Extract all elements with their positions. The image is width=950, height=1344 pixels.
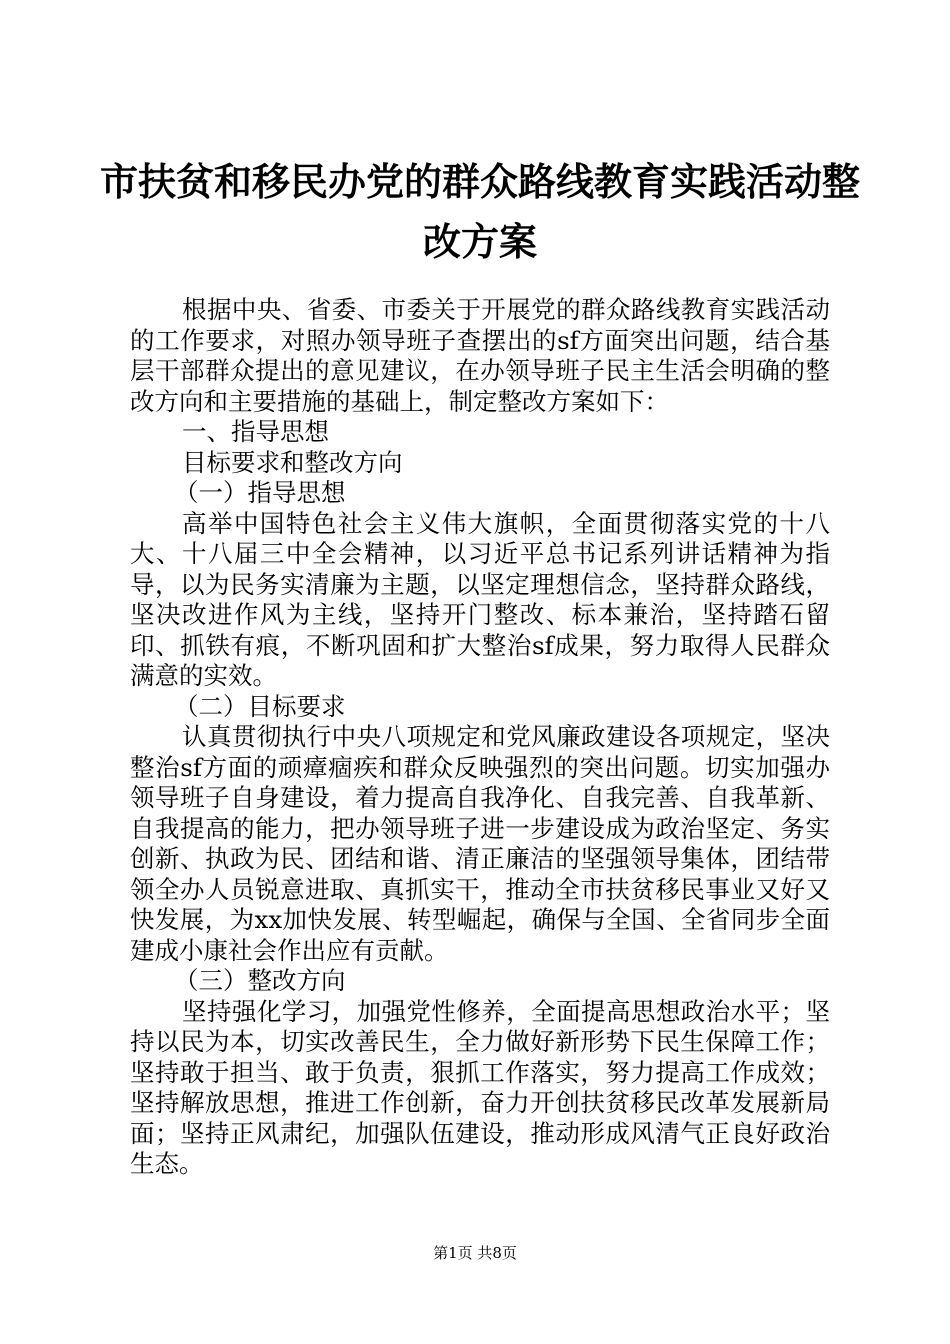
subsection-paragraph-1: 高举中国特色社会主义伟大旗帜，全面贯彻落实党的十八大、十八届三中全会精神，以习近平总书记系列讲话精神为指导，以为民务实清廉为主题，以坚定理想信念，坚持群众路线，坚决改进作风为主线，坚持开门整改、标本兼治，坚持踏石留印、抓铁有痕，不断巩固和扩大整治sf成果，努力取得人民群众满意的实效。	[130, 508, 830, 690]
section-heading-guiding-ideology: 一、指导思想	[182, 417, 329, 446]
subsection-heading-3: （三）整改方向	[174, 966, 346, 995]
subsection-paragraph-2: 认真贯彻执行中央八项规定和党风廉政建设各项规定，坚决整治sf方面的顽瘴痼疾和群众反映强烈的突出问题。切实加强办领导班子自身建设，着力提高自我净化、自我完善、自我革新、自我提高的能力，把办领导班子进一步建设成为政治坚定、务实创新、执政为民、团结和谐、清正廉洁的坚强领导集体，团结带领全办人员锐意进取、真抓实干，推动全市扶贫移民事业又好又快发展，为xx加快发展、转型崛起，确保与全国、全省同步全面建成小康社会作出应有贡献。	[130, 722, 830, 965]
subsection-heading-2: （二）目标要求	[174, 691, 346, 721]
page-number-footer: 第1页 共8页	[433, 1244, 517, 1262]
subsection-heading-1: （一）指导思想	[174, 478, 346, 507]
document-body	[130, 295, 830, 1180]
subsection-paragraph-3: 坚持强化学习，加强党性修养，全面提高思想政治水平；坚持以民为本，切实改善民生，全力做好新形势下民生保障工作；坚持敢于担当、敢于负责，狠抓工作落实，努力提高工作成效；坚持解放思想，推进工作创新，奋力开创扶贫移民改革发展新局面；坚持正风肃纪，加强队伍建设，推动形成风清气正良好政治生态。	[130, 996, 830, 1178]
section-subheading-goals-direction: 目标要求和整改方向	[182, 447, 403, 477]
intro-paragraph: 根据中央、省委、市委关于开展党的群众路线教育实践活动的工作要求，对照办领导班子查摆出的sf方面突出问题，结合基层干部群众提出的意见建议，在办领导班子民主生活会明确的整改方向和主要措施的基础上，制定整改方案如下：	[130, 295, 830, 416]
document-title-line-1: 市扶贫和移民办党的群众路线教育实践活动整	[100, 159, 861, 204]
document-title-line-2: 改方案	[422, 219, 537, 264]
